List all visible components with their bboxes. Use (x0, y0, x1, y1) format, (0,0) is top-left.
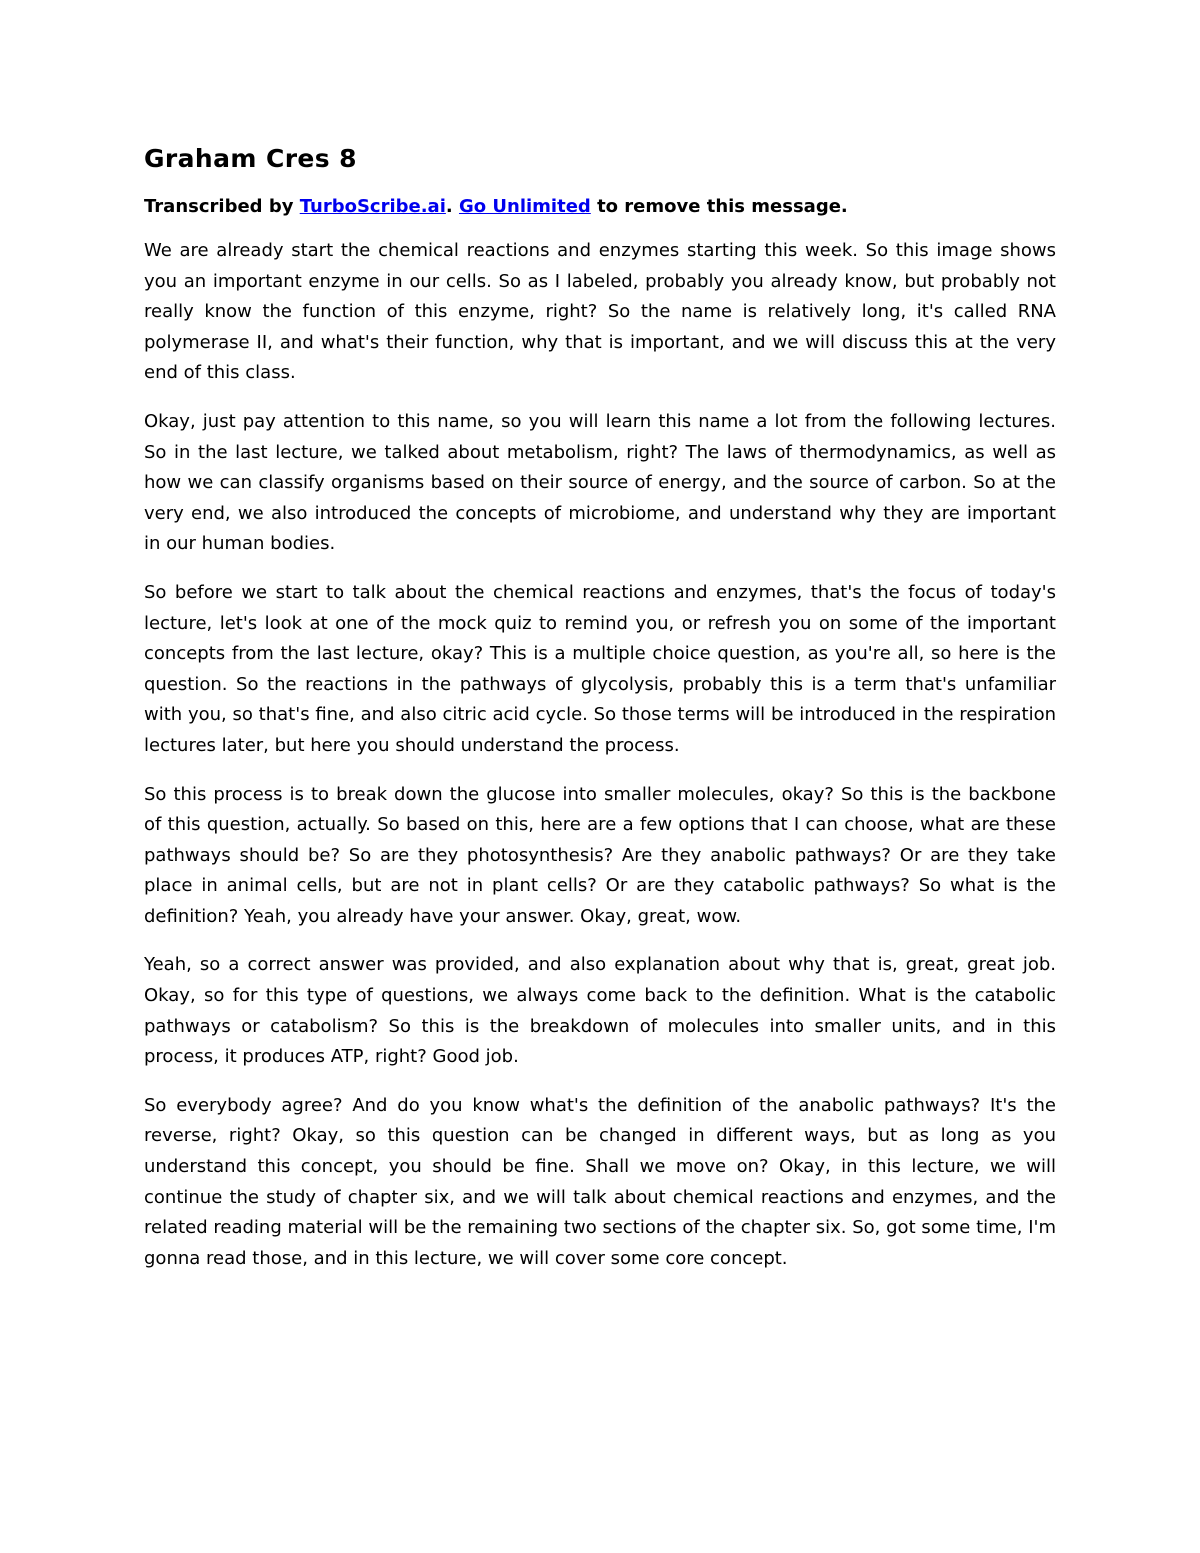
paragraph-4: So this process is to break down the glucose into smaller molecules, okay? So this is the backbone of this question, actually. So based on this, here are a few options that I can choose, what are these pathways should be? So are they photosynthesis? Are they anabolic pathways? Or are they take place in animal cells, but are not in plant cells? Or are they catabolic pathways? So what is the definition? Yeah, you already have your answer. Okay, great, wow. (144, 783, 1056, 927)
paragraph-2: Okay, just pay attention to this name, so you will learn this name a lot from the following lectures. So in the last lecture, we talked about metabolism, right? The laws of thermodynamics, as well as how we can classify organisms based on their source of energy, and the source of carbon. So at the very end, we also introduced the concepts of microbiome, and understand why they are important in our human bodies. (144, 410, 1056, 555)
transcription-banner (144, 194, 1056, 220)
turboscribe-link[interactable]: TurboScribe.ai (299, 196, 446, 217)
paragraph-6: So everybody agree? And do you know what's the definition of the anabolic pathways? It's the reverse, right? Okay, so this question can be changed in different ways, but as long as you understand this concept, you should be fine. Shall we move on? Okay, in this lecture, we will continue the study of chapter six, and we will talk about chemical reactions and enzymes, and the related reading material will be the remaining two sections of the chapter six. So, got some time, I'm gonna read those, and in this lecture, we will cover some core concept. (144, 1094, 1056, 1269)
document-page (144, 128, 1056, 1274)
document-title: Graham Cres 8 (144, 144, 357, 173)
paragraph-1: We are already start the chemical reactions and enzymes starting this week. So this image shows you an important enzyme in our cells. So as I labeled, probably you already know, but probably not really know the function of this enzyme, right? So the name is relatively long, it's called RNA polymerase II, and what's their function, why that is important, and we will discuss this at the very end of this class. (144, 240, 1056, 384)
banner-prefix: Transcribed by (144, 196, 300, 217)
paragraph-3: So before we start to talk about the chemical reactions and enzymes, that's the focus of today's lecture, let's look at one of the mock quiz to remind you, or refresh you on some of the important concepts from the last lecture, okay? This is a multiple choice question, as you're all, so here is the question. So the reactions in the pathways of glycolysis, probably this is a term that's unfamiliar with you, so that's fine, and also citric acid cycle. So those terms will be introduced in the respiration lectures later, but here you should understand the process. (144, 581, 1056, 756)
paragraph-5: Yeah, so a correct answer was provided, and also explanation about why that is, great, great job. Okay, so for this type of questions, we always come back to the definition. What is the catabolic pathways or catabolism? So this is the breakdown of molecules into smaller units, and in this process, it produces ATP, right? Good job. (144, 954, 1056, 1068)
banner-separator: . (445, 196, 459, 217)
go-unlimited-link[interactable]: Go Unlimited (458, 196, 591, 217)
banner-suffix: to remove this message. (590, 196, 848, 217)
